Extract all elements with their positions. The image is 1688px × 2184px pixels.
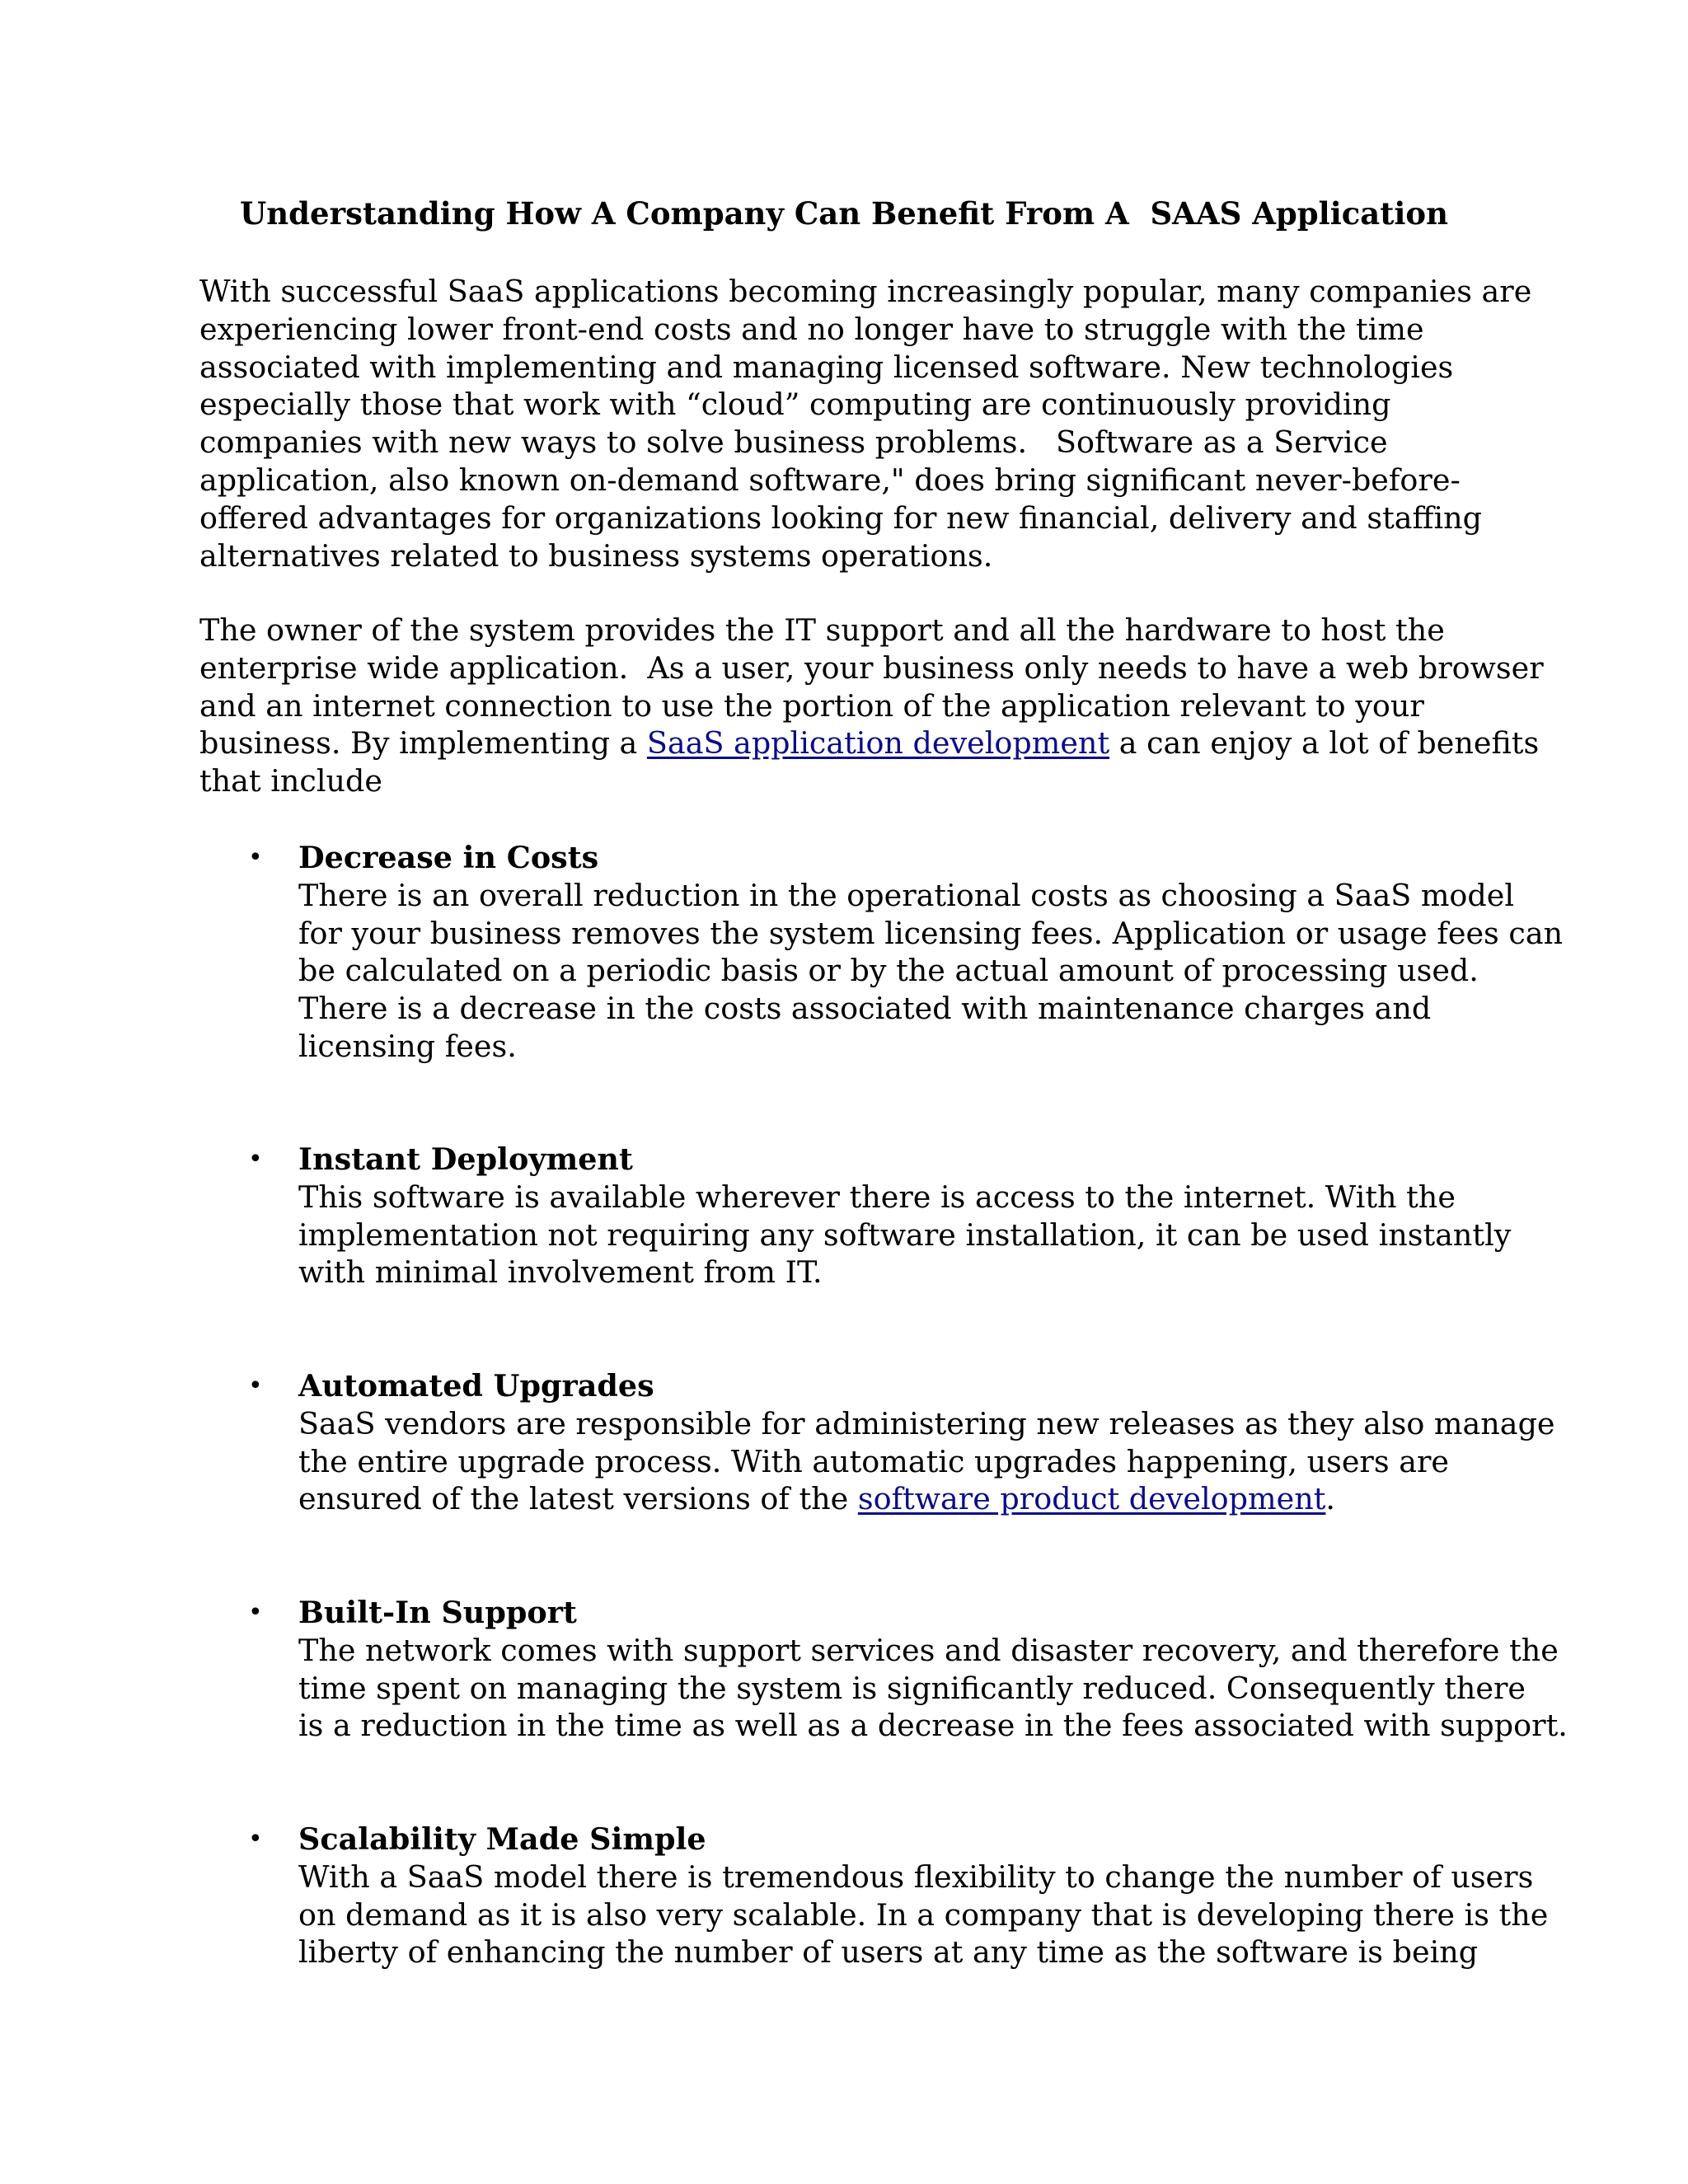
benefit-heading: Automated Upgrades — [298, 1368, 654, 1404]
benefit-decrease-in-costs — [298, 839, 1568, 1066]
benefit-scalability-made-simple — [298, 1821, 1568, 1971]
benefit-line: SaaS vendors are responsible for administering new releases as they also manage — [298, 1405, 1555, 1441]
benefit-automated-upgrades — [298, 1367, 1568, 1518]
bullet-icon: • — [248, 843, 263, 872]
benefit-line: licensing fees. — [298, 1028, 517, 1064]
bullet-icon: • — [248, 1598, 263, 1627]
benefit-line: This software is available wherever there is access to the internet. With the — [298, 1179, 1456, 1215]
paragraph-line: The owner of the system provides the IT support and all the hardware to host the — [199, 612, 1445, 648]
paragraph-line: companies with new ways to solve business problems. Software as a Service — [199, 424, 1388, 461]
paragraph-line: alternatives related to business systems operations. — [199, 537, 993, 574]
bullet-icon: • — [248, 1825, 263, 1854]
benefit-heading: Scalability Made Simple — [298, 1821, 706, 1857]
paragraph-line: associated with implementing and managing licensed software. New technologies — [199, 349, 1454, 385]
paragraph-line: offered advantages for organizations looking for new financial, delivery and staffing — [199, 499, 1483, 536]
benefit-line: There is a decrease in the costs associated with maintenance charges and — [298, 991, 1432, 1027]
benefit-line: on demand as it is also very scalable. In a company that is developing there is the — [298, 1896, 1549, 1933]
paragraph-line: experiencing lower front-end costs and no longer have to struggle with the time — [199, 311, 1424, 347]
page-title: Understanding How A Company Can Benefit From A SAAS Application — [240, 195, 1448, 232]
paragraph-line: that include — [199, 763, 382, 799]
benefit-built-in-support — [298, 1594, 1568, 1745]
benefit-line: The network comes with support services and disaster recovery, and therefore the — [298, 1632, 1559, 1668]
paragraph-line: With successful SaaS applications becoming increasingly popular, many companies are — [199, 274, 1532, 309]
benefit-instant-deployment — [298, 1141, 1568, 1291]
saas-application-development-link[interactable]: SaaS application development — [646, 725, 1110, 762]
line-text: a can enjoy a lot of benefits — [1109, 725, 1540, 762]
paragraph-line — [199, 724, 1540, 762]
benefit-line: There is an overall reduction in the operational costs as choosing a SaaS model — [298, 877, 1515, 913]
paragraph-line: and an internet connection to use the portion of the application relevant to your — [199, 687, 1424, 724]
benefit-line: the entire upgrade process. With automatic upgrades happening, users are — [298, 1443, 1450, 1479]
benefit-line — [298, 1480, 1568, 1518]
benefit-line: time spent on managing the system is significantly reduced. Consequently there — [298, 1670, 1526, 1706]
benefit-line: implementation not requiring any software installation, it can be used instantly — [298, 1216, 1512, 1253]
paragraph-line: enterprise wide application. As a user, your business only needs to have a web browser — [199, 649, 1544, 686]
benefit-line: liberty of enhancing the number of users at any time as the software is being — [298, 1934, 1479, 1971]
line-text: . — [1325, 1481, 1335, 1517]
line-text: business. By implementing a — [199, 725, 647, 762]
line-text: ensured of the latest versions of the — [298, 1481, 858, 1517]
intro-paragraph — [199, 273, 1535, 574]
benefit-heading: Decrease in Costs — [298, 840, 599, 875]
bullet-icon: • — [248, 1371, 263, 1400]
benefit-line: With a SaaS model there is tremendous flexibility to change the number of users — [298, 1858, 1534, 1895]
paragraph-line: especially those that work with “cloud” computing are continuously providing — [199, 387, 1391, 423]
benefit-line: for your business removes the system licensing fees. Application or usage fees can — [298, 915, 1564, 951]
bullet-icon: • — [248, 1145, 263, 1174]
benefit-line: is a reduction in the time as well as a decrease in the fees associated with support. — [298, 1708, 1568, 1744]
software-product-development-link[interactable]: software product development — [857, 1481, 1326, 1517]
benefit-heading: Instant Deployment — [298, 1141, 633, 1177]
second-paragraph — [199, 612, 1544, 800]
benefit-line: be calculated on a periodic basis or by the actual amount of processing used. — [298, 953, 1479, 989]
paragraph-line: application, also known on-demand software," does bring significant never-before- — [199, 462, 1461, 498]
benefit-heading: Built-In Support — [298, 1595, 577, 1630]
benefit-line: with minimal involvement from IT. — [298, 1254, 823, 1291]
